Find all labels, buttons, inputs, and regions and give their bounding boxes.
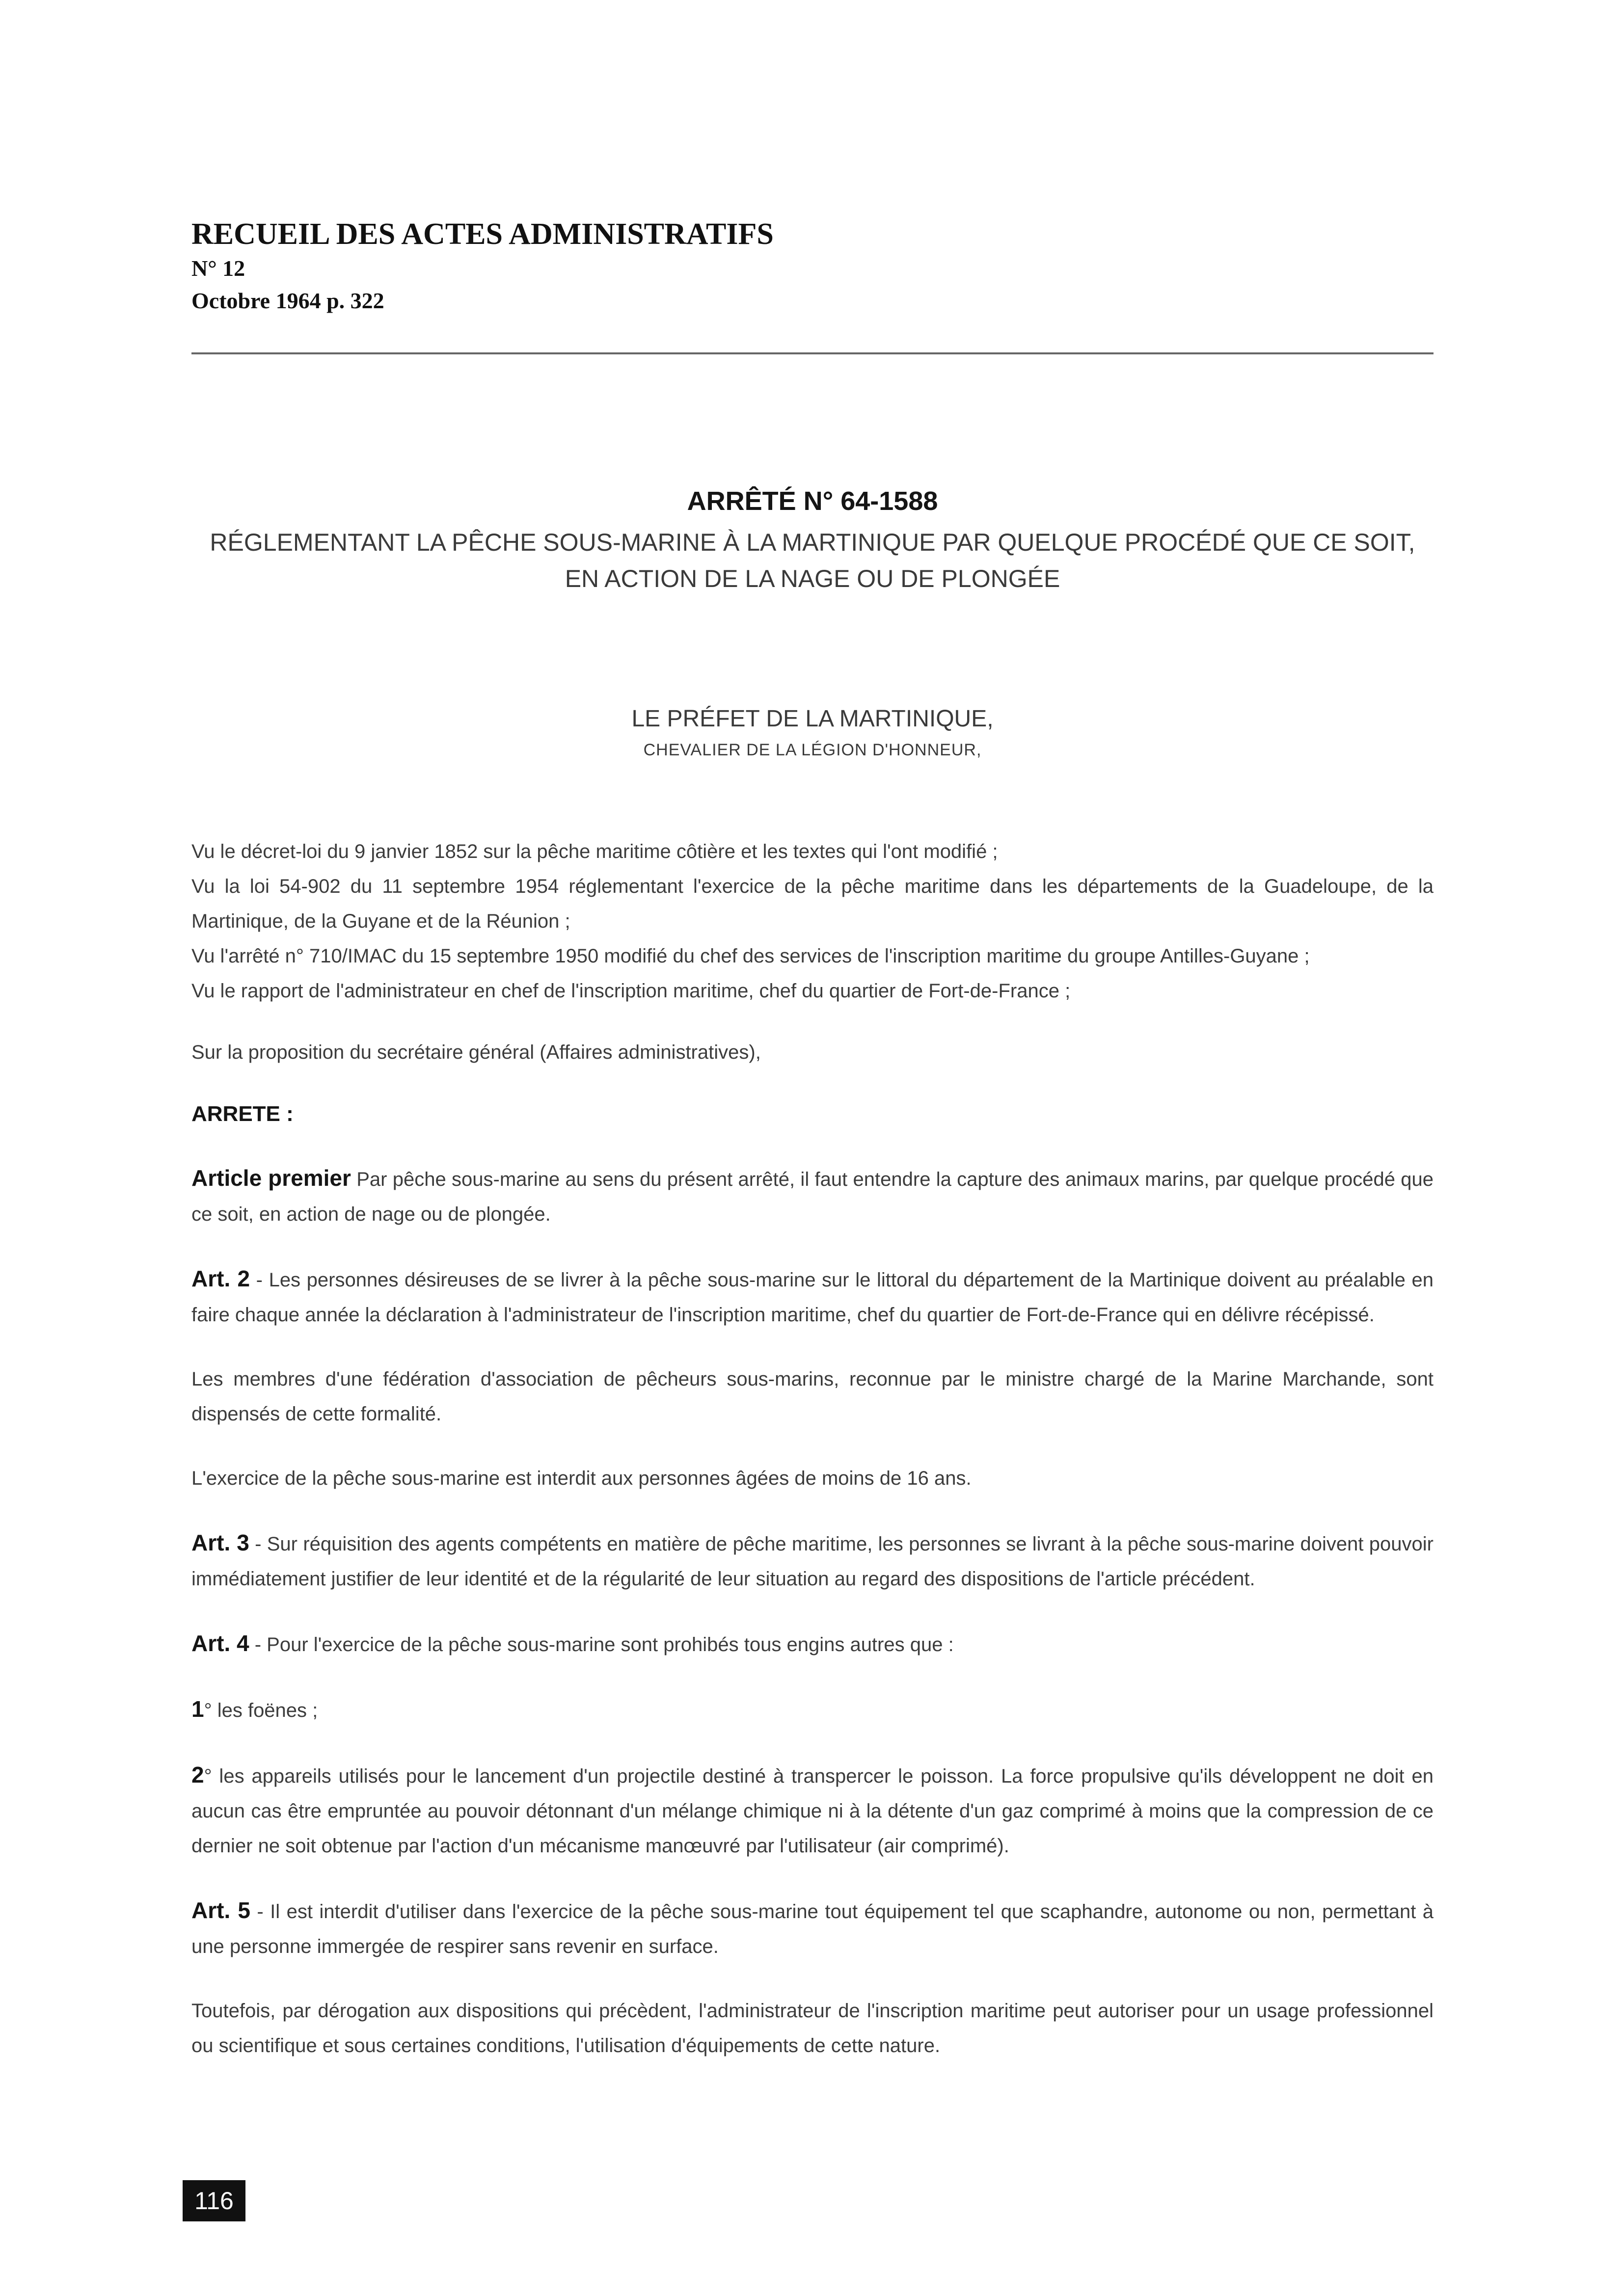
arrete-title: ARRÊTÉ N° 64-1588 [687, 486, 938, 516]
subtitle-line-1: RÉGLEMENTANT LA PÊCHE SOUS-MARINE À LA MARTINIQUE PAR QUELQUE PROCÉDÉ QUE CE SOIT, [210, 529, 1415, 556]
article-1-text: Par pêche sous-marine au sens du présent arrêté, il faut entendre la capture des animaux marins, par quelque procédé que ce soit, en action de nage ou de plongée. [191, 1169, 1434, 1225]
article-2 [191, 1261, 1434, 1333]
visa-paragraph: Vu le rapport de l'administrateur en chef de l'inscription maritime, chef du quartier de Fort-de-France ; [191, 980, 1071, 1002]
issue-date: Octobre 1964 p. 322 [191, 288, 384, 313]
article-4-label: Art. 4 [191, 1630, 249, 1656]
visa-paragraph: Vu le décret-loi du 9 janvier 1852 sur la pêche maritime côtière et les textes qui l'ont modifié ; [191, 841, 998, 862]
article-3-label: Art. 3 [191, 1530, 249, 1555]
article-4-text: - Pour l'exercice de la pêche sous-marine sont prohibés tous engins autres que : [249, 1634, 954, 1655]
article-3-text: - Sur réquisition des agents compétents en matière de pêche maritime, les personnes se livrant à la pêche sous-marine doivent pouvoir immédiatement justifier de leur identité et de la régularité de leur situation au regard des dispositions de l'article précédent. [191, 1533, 1434, 1590]
article-2-paragraph-2: Les membres d'une fédération d'association de pêcheurs sous-marins, reconnue par le ministre chargé de la Marine Marchande, sont dispensés de cette formalité. [191, 1368, 1434, 1425]
item-1-number: 1 [191, 1696, 204, 1722]
header-divider [191, 352, 1434, 354]
prefet-name: LE PRÉFET DE LA MARTINIQUE, [631, 706, 994, 732]
page-number: 116 [183, 2180, 245, 2221]
visa-paragraph: Vu la loi 54-902 du 11 septembre 1954 réglementant l'exercice de la pêche maritime dans les départements de la Guadeloupe, de la Martinique, de la Guyane et de la Réunion ; [191, 876, 1434, 932]
item-1-text: ° les foënes ; [204, 1700, 318, 1721]
publication-title: RECUEIL DES ACTES ADMINISTRATIFS [191, 217, 774, 251]
proposition-paragraph: Sur la proposition du secrétaire général (Affaires administratives), [191, 1041, 761, 1063]
arrete-heading: ARRETE : [191, 1102, 294, 1126]
arrete-subtitle [191, 524, 1434, 597]
article-5-text: - Il est interdit d'utiliser dans l'exercice de la pêche sous-marine tout équipement tel que scaphandre, autonome ou non, permettant à une personne immergée de respirer sans revenir en surface. [191, 1901, 1434, 1957]
prefet-block [191, 702, 1434, 764]
article-1 [191, 1161, 1434, 1232]
item-2-text: ° les appareils utilisés pour le lancement d'un projectile destiné à transpercer le poisson. La force propulsive qu'ils développent ne doit en aucun cas être empruntée au pouvoir détonnant d'un mélange chimique ni à la détente d'un gaz comprimé à moins que la compression de ce dernier ne soit obtenue par l'action d'un mécanisme manœuvré par l'utilisateur (air comprimé). [191, 1765, 1434, 1857]
article-5-label: Art. 5 [191, 1897, 250, 1923]
article-2-paragraph-3: L'exercice de la pêche sous-marine est interdit aux personnes âgées de moins de 16 ans. [191, 1468, 972, 1489]
article-4-item-1 [191, 1692, 1434, 1728]
article-5-paragraph-2: Toutefois, par dérogation aux dispositions qui précèdent, l'administrateur de l'inscription maritime peut autoriser pour un usage professionnel ou scientifique et sous certaines conditions, l'utilisation d'équipements de cette nature. [191, 2000, 1434, 2056]
article-5 [191, 1893, 1434, 1964]
prefet-title: CHEVALIER DE LA LÉGION D'HONNEUR, [643, 741, 982, 759]
article-3 [191, 1525, 1434, 1597]
article-2-text: - Les personnes désireuses de se livrer à la pêche sous-marine sur le littoral du département de la Martinique doivent au préalable en faire chaque année la déclaration à l'administrateur de l'inscription maritime, chef du quartier de Fort-de-France qui en délivre récépissé. [191, 1269, 1434, 1326]
visa-paragraph: Vu l'arrêté n° 710/IMAC du 15 septembre 1950 modifié du chef des services de l'inscription maritime du groupe Antilles-Guyane ; [191, 945, 1310, 967]
article-1-label: Article premier [191, 1165, 351, 1191]
document-body [191, 834, 1434, 2063]
article-4-item-2 [191, 1758, 1434, 1864]
subtitle-line-2: EN ACTION DE LA NAGE OU DE PLONGÉE [565, 565, 1060, 592]
issue-number: N° 12 [191, 256, 245, 281]
item-2-number: 2 [191, 1762, 204, 1788]
article-4 [191, 1626, 1434, 1662]
publication-header [191, 216, 774, 317]
visas-list [191, 834, 1434, 1009]
article-2-label: Art. 2 [191, 1266, 250, 1291]
